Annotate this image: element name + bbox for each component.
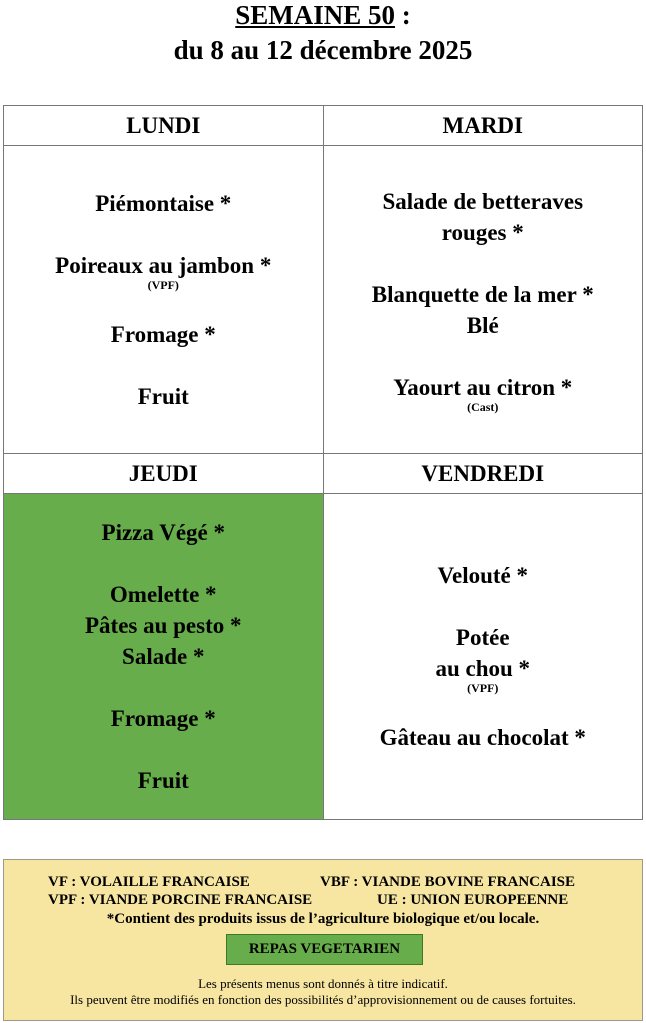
dish-starter: Pizza Végé * — [101, 520, 225, 545]
disclaimer-line-1: Les présents menus sont donnés à titre indicatif. — [198, 976, 448, 991]
day-header-mardi: MARDI — [323, 106, 643, 146]
legend-vpf: VPF : VIANDE PORCINE FRANCAISE — [48, 892, 313, 908]
legend-vbf: VBF : VIANDE BOVINE FRANCAISE — [320, 874, 576, 890]
menu-table — [3, 105, 643, 820]
dish-main-line2: au chou * — [435, 656, 531, 681]
legend-vf: VF : VOLAILLE FRANCAISE — [48, 874, 250, 890]
week-title — [0, 0, 646, 30]
week-colon: : — [395, 0, 411, 30]
dish-side: Blé — [466, 312, 499, 338]
dish-starter-line1: Salade de betteraves — [382, 188, 584, 214]
legend-box — [3, 859, 643, 1021]
day-header-vendredi: VENDREDI — [323, 454, 643, 494]
dish-cheese: Fromage * — [110, 706, 216, 731]
dish-starter: Velouté * — [437, 563, 528, 588]
disclaimer-line-2: Ils peuvent être modifiés en fonction des possibilités d’approvisionnement ou de causes fortuites. — [70, 992, 576, 1007]
menu-cell-mardi — [323, 146, 643, 454]
dish-main: Poireaux au jambon * — [55, 252, 272, 278]
menu-cell-lundi — [4, 146, 324, 454]
dish-origin-note: (VPF) — [467, 681, 499, 695]
menu-cell-jeudi — [4, 494, 324, 820]
dish-main-line1: Potée — [455, 625, 510, 650]
week-number: SEMAINE 50 — [235, 0, 396, 30]
dish-main: Omelette * — [109, 582, 217, 607]
legend-bio-note: *Contient des produits issus de l’agriculture biologique et/ou locale. — [106, 911, 540, 927]
menu-cell-vendredi — [323, 494, 643, 820]
day-header-lundi: LUNDI — [4, 106, 324, 146]
dish-origin-note: (VPF) — [147, 277, 179, 292]
dish-dessert: Fruit — [137, 768, 189, 793]
dish-cheese: Fromage * — [110, 321, 216, 347]
dish-main: Blanquette de la mer * — [371, 281, 594, 307]
dish-starter-line2: rouges * — [441, 219, 524, 245]
dish-origin-note: (Cast) — [467, 399, 499, 414]
day-header-jeudi: JEUDI — [4, 454, 324, 494]
dish-starter: Piémontaise * — [95, 190, 232, 216]
vegetarian-legend-badge: REPAS VEGETARIEN — [226, 934, 423, 965]
dish-dessert: Fruit — [137, 383, 189, 409]
legend-ue: UE : UNION EUROPEENNE — [377, 892, 569, 908]
dish-side-2: Salade * — [122, 644, 205, 669]
date-range: du 8 au 12 décembre 2025 — [173, 35, 473, 65]
dish-side: Pâtes au pesto * — [84, 613, 242, 638]
dish-dessert: Gâteau au chocolat * — [379, 725, 586, 750]
dish-dessert: Yaourt au citron * — [393, 374, 573, 400]
